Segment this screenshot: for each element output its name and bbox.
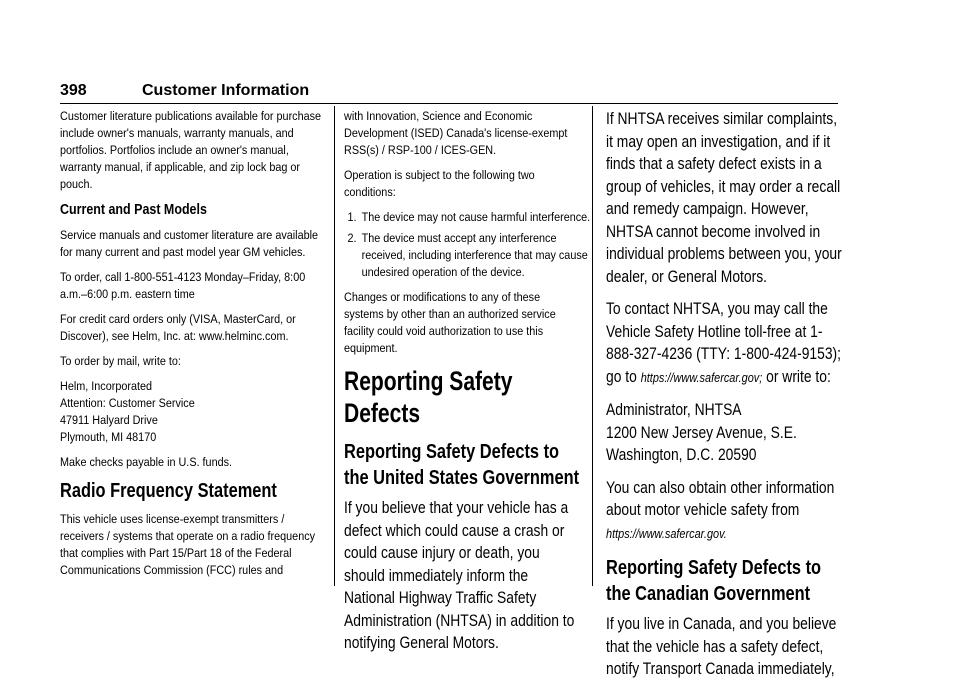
paragraph: If you believe that your vehicle has a defect which could cause a crash or could cause injury or death, you should immediately inform the National Highway Traffic Safety Administration (NHTSA) in addition to notifying General Motors. xyxy=(344,499,575,652)
us-government-heading: Reporting Safety Defects to the United States Government xyxy=(344,441,580,489)
literature-intro: Customer literature publications available for purchase include owner's manuals, warranty manuals, and portfolios. Portfolios include an owner's manual, warranty manual, if applicable, and zip lock bag or pouch. xyxy=(60,109,322,191)
address-line: Washington, D.C. 20590 xyxy=(606,446,757,464)
column-divider xyxy=(334,106,335,586)
nhtsa-address xyxy=(606,399,842,467)
paragraph: If you live in Canada, and you believe that the vehicle has a safety defect, notify Transport Canada immediately, xyxy=(606,615,837,678)
address-line: Administrator, NHTSA xyxy=(606,401,742,419)
paragraph: Operation is subject to the following two conditions: xyxy=(344,168,535,199)
canada-government-heading: Reporting Safety Defects to the Canadian Government xyxy=(606,557,822,605)
paragraph-text: To contact NHTSA, you may call the Vehicle Safety Hotline toll-free at 1-888-327-4236 (TTY: 1-800-424-9153); go to xyxy=(606,300,842,386)
paragraph: Changes or modifications to any of these systems by other than an authorized service facility could void authorization to use this equipment. xyxy=(344,290,556,355)
paragraph: To order by mail, write to: xyxy=(60,354,181,368)
page-number: 398 xyxy=(60,82,87,99)
list-text: The device may not cause harmful interference. xyxy=(361,210,591,224)
address-line: 1200 New Jersey Avenue, S.E. xyxy=(606,423,797,442)
paragraph: with Innovation, Science and Economic Development (ISED) Canada's license-exempt RSS(s) / RSP-100 / ICES-GEN. xyxy=(344,109,568,157)
safercar-link[interactable]: https://www.safercar.gov. xyxy=(606,525,727,541)
safercar-link[interactable]: https://www.safercar.gov; xyxy=(640,369,763,385)
column-3 xyxy=(606,108,842,681)
safety-defects-heading: Reporting Safety Defects xyxy=(344,366,513,428)
radio-frequency-heading: Radio Frequency Statement xyxy=(60,480,277,502)
list-text: The device must accept any interference received, including interference that may cause undesired operation of the device. xyxy=(361,231,588,279)
credit-card-info: For credit card orders only (VISA, MasterCard, or Discover), see Helm, Inc. at: www.helminc.com. xyxy=(60,312,296,343)
order-phone: To order, call 1-800-551-4123 Monday–Friday, 8:00 a.m.–6:00 p.m. eastern time xyxy=(60,270,306,301)
nhtsa-contact xyxy=(606,298,842,389)
address-line: Plymouth, MI 48170 xyxy=(60,430,157,444)
paragraph: This vehicle uses license-exempt transmitters / receivers / systems that operate on a radio frequency that complies with Part 15/Part 18 of the Federal Communications Commission (FCC) rules and xyxy=(60,512,316,577)
paragraph-text: You can also obtain other information about motor vehicle safety from xyxy=(606,478,835,519)
paragraph: Make checks payable in U.S. funds. xyxy=(60,455,233,469)
column-2 xyxy=(344,108,591,655)
list-item xyxy=(344,230,598,281)
list-item xyxy=(344,209,598,226)
address-line: 47911 Halyard Drive xyxy=(60,413,158,427)
mail-address xyxy=(60,378,328,446)
paragraph-text: or write to: xyxy=(762,367,831,386)
column-divider xyxy=(592,106,593,586)
address-line: Attention: Customer Service xyxy=(60,396,195,410)
paragraph: If NHTSA receives similar complaints, it may open an investigation, and if it finds that a safety defect exists in a group of vehicles, it may order a recall and remedy campaign. However, NHTSA cannot become involved in individual problems between you, your dealer, or General Motors. xyxy=(606,110,842,286)
list-number: 2. xyxy=(347,231,357,245)
section-title: Customer Information xyxy=(142,82,310,99)
paragraph: Service manuals and customer literature are available for many current and past model year GM vehicles. xyxy=(60,228,319,259)
column-1 xyxy=(60,108,328,579)
conditions-list xyxy=(344,209,591,281)
current-models-heading: Current and Past Models xyxy=(60,202,207,218)
safety-info xyxy=(606,477,842,546)
list-number: 1. xyxy=(347,210,357,224)
page-header xyxy=(60,82,838,104)
address-line: Helm, Incorporated xyxy=(60,379,153,393)
